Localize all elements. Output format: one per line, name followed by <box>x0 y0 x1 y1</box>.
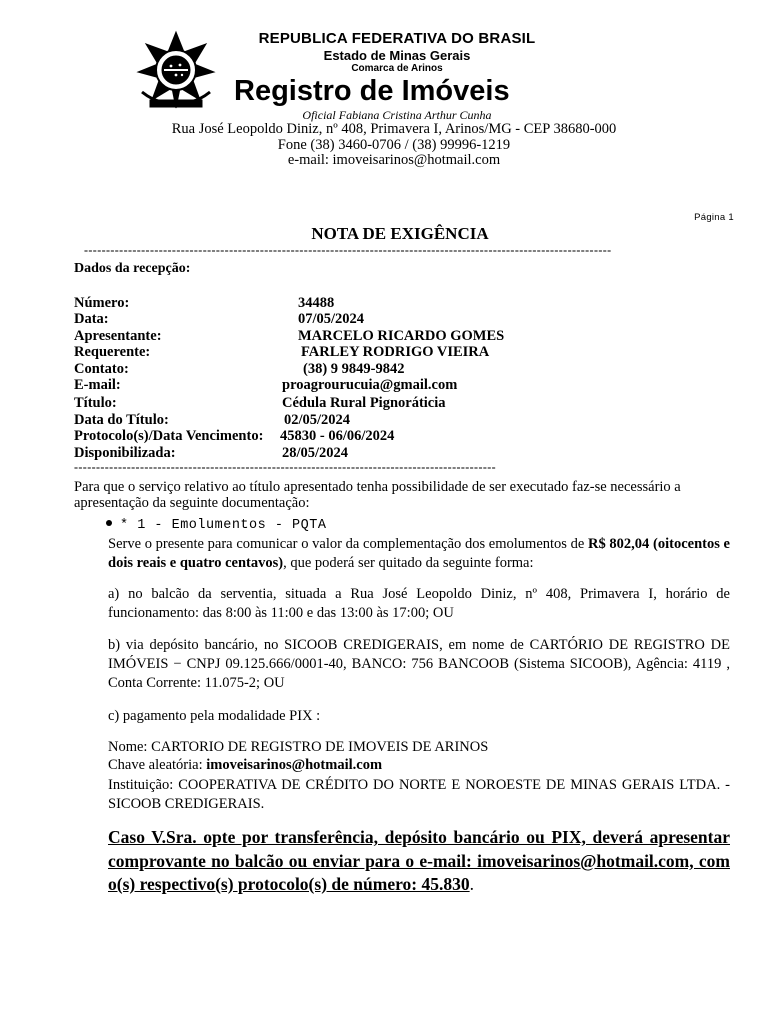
field-contato <box>74 361 405 377</box>
opcao-c: c) pagamento pela modalidade PIX : <box>108 708 321 724</box>
serve-pre: Serve o presente para comunicar o valor da complementação dos emolumentos de <box>108 536 589 552</box>
field-data <box>74 311 365 327</box>
pix-chave <box>108 756 730 774</box>
email-line: e-mail: imoveisarinos@hotmail.com <box>287 152 501 168</box>
field-data-titulo <box>74 412 351 428</box>
protocolo-value: 45830 - 06/06/2024 <box>280 428 395 444</box>
address-line: Rua José Leopoldo Diniz, nº 408, Primavera I, Arinos/MG - CEP 38680-000 <box>171 121 617 137</box>
dados-recepcao-heading: Dados da recepção: <box>74 261 191 276</box>
chave-value: imoveisarinos@hotmail.com <box>206 757 383 773</box>
valor: R$ 802,04 <box>588 536 650 552</box>
numero-value: 34488 <box>298 295 335 311</box>
requerente-label: Requerente: <box>74 344 151 360</box>
numero-label: Número: <box>74 295 130 311</box>
protocolo-label: Protocolo(s)/Data Vencimento: <box>74 428 264 444</box>
intro-paragraph: Para que o serviço relativo ao título apresentado tenha possibilidade de ser executado faz-se necessário a apresentação da seguinte documentação: <box>74 479 681 511</box>
page-title: NOTA DE EXIGÊNCIA <box>311 224 489 243</box>
registro-title: Registro de Imóveis <box>234 75 510 107</box>
republica-line: REPUBLICA FEDERATIVA DO BRASIL <box>258 30 536 47</box>
chave-label: Chave aleatória: <box>108 757 207 773</box>
disponibilizada-value: 28/05/2024 <box>282 445 349 461</box>
titulo-value: Cédula Rural Pignoráticia <box>282 395 446 411</box>
field-email <box>74 377 458 393</box>
aviso-paragraph <box>108 826 730 897</box>
bullet-icon <box>106 520 112 526</box>
comarca-line: Comarca de Arinos <box>351 63 443 74</box>
field-requerente <box>74 344 490 360</box>
coat-of-arms-icon <box>136 30 216 110</box>
letterhead <box>232 30 562 122</box>
opcao-b: b) via depósito bancário, no SICOOB CREDIGERAIS, em nome de CARTÓRIO DE REGISTRO DE IMÓVEIS − CNPJ 09.125.666/0001-40, BANCO: 756 BANCOOB (Sistema SICOOB), Agência: 4119 , Conta Corrente: 11.075-2; OU <box>108 637 730 691</box>
disponibilizada-label: Disponibilizada: <box>74 445 176 461</box>
estado-line: Estado de Minas Gerais <box>323 48 471 63</box>
field-numero <box>74 295 335 311</box>
opcao-a: a) no balcão da serventia, situada a Rua José Leopoldo Diniz, nº 408, Primavera I, horário de funcionamento: das 8:00 às 11:00 e das 13:00 às 17:00; OU <box>108 586 730 621</box>
data-label: Data: <box>74 311 109 327</box>
divider-bottom: ------------------------------------------------------------------------------------------------ <box>74 460 497 474</box>
contato-value: (38) 9 9849-9842 <box>303 361 405 377</box>
field-disponibilizada <box>74 445 349 461</box>
serve-post: , que poderá ser quitado da seguinte forma: <box>283 555 534 571</box>
email-value: proagrourucuia@gmail.com <box>282 377 458 393</box>
apresentante-label: Apresentante: <box>74 328 162 344</box>
pix-nome: Nome: CARTORIO DE REGISTRO DE IMOVEIS DE ARINOS <box>108 739 489 755</box>
data-value: 07/05/2024 <box>298 311 365 327</box>
field-apresentante <box>74 328 505 344</box>
aviso-text: Caso V.Sra. opte por transferência, depósito bancário ou PIX, deverá apresentar comprovante no balcão ou enviar para o e-mail: imoveisarinos@hotmail.com, com o(s) respectivo(s) protocolo(s) de número: 45.830 <box>108 827 730 894</box>
serve-paragraph <box>108 535 730 573</box>
item-emolumentos <box>106 518 326 533</box>
valor-extenso: (oitocentos e dois reais e quatro centavos) <box>108 536 730 571</box>
requerente-value: FARLEY RODRIGO VIEIRA <box>301 344 490 360</box>
field-titulo <box>74 395 446 411</box>
aviso-end: . <box>469 874 474 894</box>
titulo-label: Título: <box>74 395 117 411</box>
oficial-line: Oficial Fabiana Cristina Arthur Cunha <box>302 108 492 122</box>
divider-top: ------------------------------------------------------------------------------------------------------------------------ <box>84 243 612 257</box>
field-protocolo <box>74 428 395 444</box>
data-titulo-label: Data do Título: <box>74 412 169 428</box>
page-number: Página 1 <box>694 212 734 223</box>
item-label: * 1 - Emolumentos - PQTA <box>120 518 327 533</box>
contato-label: Contato: <box>74 361 129 377</box>
phone-line: Fone (38) 3460-0706 / (38) 99996-1219 <box>277 137 511 153</box>
email-label: E-mail: <box>74 377 121 393</box>
data-titulo-value: 02/05/2024 <box>284 412 351 428</box>
apresentante-value: MARCELO RICARDO GOMES <box>298 328 505 344</box>
pix-instituicao: Instituição: COOPERATIVA DE CRÉDITO DO NORTE E NOROESTE DE MINAS GERAIS LTDA. - SICOOB CREDIGERAIS. <box>108 777 730 812</box>
